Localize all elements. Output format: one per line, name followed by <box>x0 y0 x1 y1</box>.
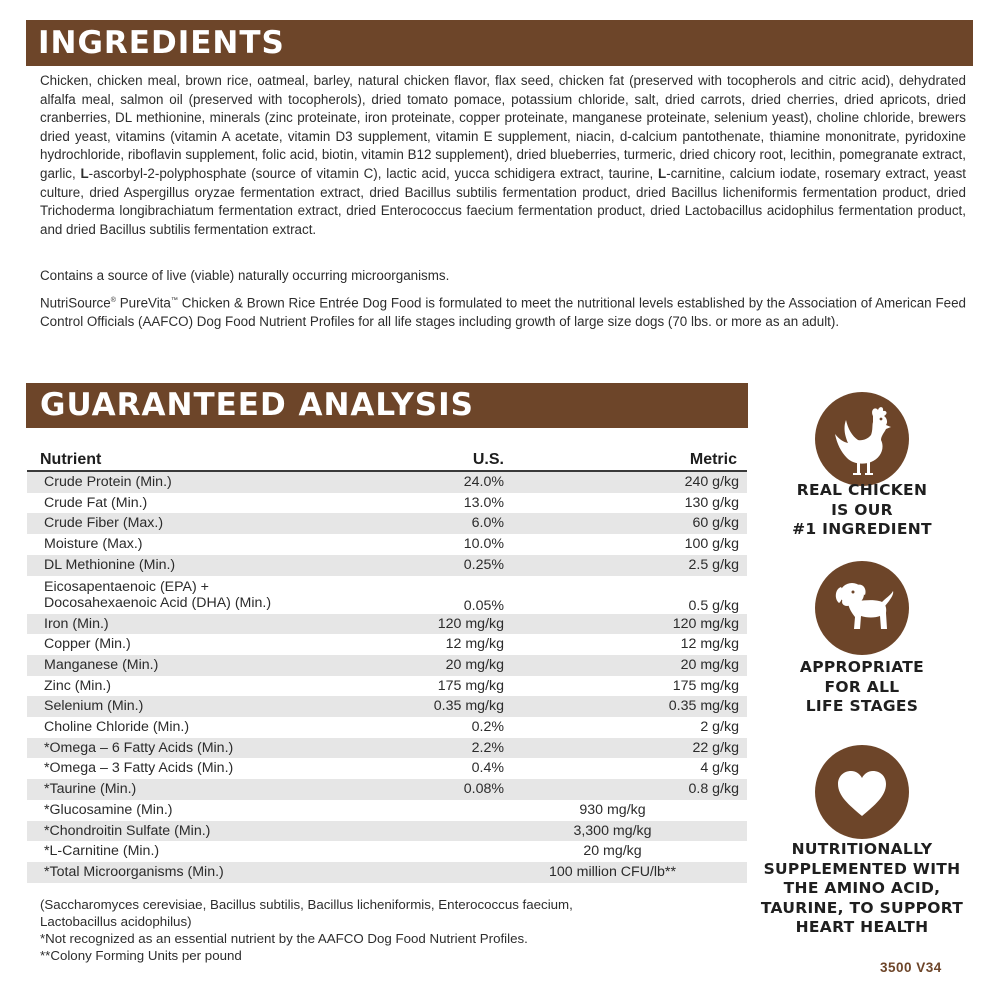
metric-value-cell: 240 g/kg <box>504 471 747 493</box>
badge-line: REAL CHICKEN <box>796 481 928 499</box>
table-row <box>27 493 747 514</box>
nutrient-cell: Manganese (Min.) <box>27 655 406 676</box>
metric-value-cell: 2.5 g/kg <box>504 555 747 576</box>
metric-value-cell: 100 g/kg <box>504 534 747 555</box>
nutrient-cell: Moisture (Max.) <box>27 534 406 555</box>
combined-value-cell: 100 million CFU/lb** <box>406 862 747 883</box>
nutrient-cell: *Omega – 6 Fatty Acids (Min.) <box>27 738 406 759</box>
us-value-cell: 0.2% <box>406 717 504 738</box>
table-row <box>27 779 747 800</box>
metric-value-cell: 12 mg/kg <box>504 634 747 655</box>
us-value-cell: 6.0% <box>406 513 504 534</box>
nutrient-cell: Choline Chloride (Min.) <box>27 717 406 738</box>
table-row <box>27 614 747 635</box>
combined-value-cell: 20 mg/kg <box>406 841 747 862</box>
metric-value-cell: 0.35 mg/kg <box>504 696 747 717</box>
footnote-line: Lactobacillus acidophilus) <box>40 914 192 929</box>
badge-line: FOR ALL <box>824 677 900 696</box>
analysis-footnotes <box>40 896 740 964</box>
metric-value-cell: 130 g/kg <box>504 493 747 514</box>
nutrient-cell: *Total Microorganisms (Min.) <box>27 862 406 883</box>
ingredients-list: Chicken, chicken meal, brown rice, oatmeal, barley, natural chicken flavor, flax seed, chicken fat (preserved with tocopherols and citric acid), dehydrated alfalfa meal, salmon oil (preserved with tocopherols), dried tomato pomace, potassium chloride, salt, dried carrots, dried cherries, dried apricots, dried cranberries, DL methionine, minerals (zinc proteinate, iron proteinate, copper proteinate, manganese proteinate, selenium yeast), choline chloride, brewers dried yeast, vitamins (vitamin A acetate, vitamin D3 supplement, vitamin E supplement, niacin, d-calcium pantothenate, thiamine mononitrate, pyridoxine hydrochloride, riboflavin supplement, folic acid, biotin, vitamin B12 supplement), dried blueberries, turmeric, dried chicory root, lecithin, pomegranate extract, garlic, L-ascorbyl-2-polyphosphate (source of vitamin C), lactic acid, yucca schidigera extract, taurine, L-carnitine, calcium iodate, rosemary extract, yeast culture, dried Aspergillus oryzae fermentation extract, dried Bacillus subtilis fermentation product, dried Bacillus licheniformis fermentation product, dried Trichoderma longibrachiatum fermentation extract, dried Enterococcus faecium fermentation product, dried Lactobacillus acidophilus fermentation product, and dried Bacillus subtilis fermentation extract. <box>40 73 966 237</box>
us-value-cell: 0.25% <box>406 555 504 576</box>
metric-value-cell: 4 g/kg <box>504 758 747 779</box>
footnote-line: (Saccharomyces cerevisiae, Bacillus subtilis, Bacillus licheniformis, Enterococcus faecium, <box>40 897 573 912</box>
badge-real-chicken <box>752 481 972 540</box>
metric-value-cell: 120 mg/kg <box>504 614 747 635</box>
nutrient-cell: Zinc (Min.) <box>27 676 406 697</box>
table-header-row <box>27 450 747 471</box>
combined-value-cell: 3,300 mg/kg <box>406 821 747 842</box>
table-row <box>27 862 747 883</box>
column-header-nutrient: Nutrient <box>27 450 406 471</box>
table-row <box>27 471 747 493</box>
table-row <box>27 676 747 697</box>
us-value-cell: 0.35 mg/kg <box>406 696 504 717</box>
badge-line: HEART HEALTH <box>795 918 929 936</box>
nutrient-cell: Selenium (Min.) <box>27 696 406 717</box>
badge-heart-health <box>752 840 972 938</box>
nutrient-cell: Crude Fat (Min.) <box>27 493 406 514</box>
footnote-line: **Colony Forming Units per pound <box>40 948 242 963</box>
us-value-cell: 2.2% <box>406 738 504 759</box>
badge-line: IS OUR <box>831 500 893 519</box>
table-row <box>27 841 747 862</box>
nutrient-cell: Crude Fiber (Max.) <box>27 513 406 534</box>
column-header-metric: Metric <box>504 450 747 471</box>
puppy-icon <box>815 561 909 655</box>
nutrient-cell: *Glucosamine (Min.) <box>27 800 406 821</box>
table-row <box>27 555 747 576</box>
heart-icon <box>815 745 909 839</box>
us-value-cell: 0.08% <box>406 779 504 800</box>
product-code: 3500 V34 <box>880 960 942 975</box>
metric-value-cell: 20 mg/kg <box>504 655 747 676</box>
aafco-statement: NutriSource® PureVita™ Chicken & Brown Rice Entrée Dog Food is formulated to meet the nutritional levels established by the Association of American Feed Control Officials (AAFCO) Dog Food Nutrient Profiles for all life stages including growth of large size dogs (70 lbs. or more as an adult). <box>40 295 967 330</box>
microorganisms-statement: Contains a source of live (viable) naturally occurring microorganisms. <box>40 268 450 283</box>
badge-line: LIFE STAGES <box>805 697 919 715</box>
us-value-cell: 10.0% <box>406 534 504 555</box>
us-value-cell: 0.05% <box>406 576 504 614</box>
badge-life-stages <box>752 658 972 717</box>
us-value-cell: 120 mg/kg <box>406 614 504 635</box>
table-row <box>27 634 747 655</box>
badge-line: NUTRITIONALLY <box>791 840 933 858</box>
column-header-us: U.S. <box>406 450 504 471</box>
nutrient-cell: *Taurine (Min.) <box>27 779 406 800</box>
table-row <box>27 655 747 676</box>
metric-value-cell: 60 g/kg <box>504 513 747 534</box>
metric-value-cell: 2 g/kg <box>504 717 747 738</box>
combined-value-cell: 930 mg/kg <box>406 800 747 821</box>
table-row <box>27 717 747 738</box>
us-value-cell: 13.0% <box>406 493 504 514</box>
table-row <box>27 800 747 821</box>
footnote-line: *Not recognized as an essential nutrient by the AAFCO Dog Food Nutrient Profiles. <box>40 931 528 946</box>
badge-line: TAURINE, TO SUPPORT <box>760 898 964 917</box>
guaranteed-analysis-table <box>27 450 747 883</box>
guaranteed-analysis-heading: GUARANTEED ANALYSIS <box>26 383 748 428</box>
nutrient-cell: Eicosapentaenoic (EPA) + Docosahexaenoic Acid (DHA) (Min.) <box>27 576 406 614</box>
nutrient-cell: Copper (Min.) <box>27 634 406 655</box>
us-value-cell: 24.0% <box>406 471 504 493</box>
badge-line: THE AMINO ACID, <box>783 879 941 897</box>
table-row <box>27 821 747 842</box>
nutrient-cell: *L-Carnitine (Min.) <box>27 841 406 862</box>
chicken-icon <box>815 392 909 486</box>
nutrient-cell: Iron (Min.) <box>27 614 406 635</box>
metric-value-cell: 0.8 g/kg <box>504 779 747 800</box>
us-value-cell: 20 mg/kg <box>406 655 504 676</box>
table-row <box>27 576 747 614</box>
us-value-cell: 0.4% <box>406 758 504 779</box>
table-row <box>27 534 747 555</box>
table-row <box>27 758 747 779</box>
metric-value-cell: 22 g/kg <box>504 738 747 759</box>
nutrient-cell: DL Methionine (Min.) <box>27 555 406 576</box>
us-value-cell: 175 mg/kg <box>406 676 504 697</box>
nutrient-cell: Crude Protein (Min.) <box>27 471 406 493</box>
metric-value-cell: 0.5 g/kg <box>504 576 747 614</box>
ingredients-heading: INGREDIENTS <box>26 20 973 66</box>
us-value-cell: 12 mg/kg <box>406 634 504 655</box>
table-row <box>27 696 747 717</box>
nutrient-cell: *Chondroitin Sulfate (Min.) <box>27 821 406 842</box>
badge-line: #1 INGREDIENT <box>792 520 932 538</box>
badge-line: SUPPLEMENTED WITH <box>763 859 961 878</box>
metric-value-cell: 175 mg/kg <box>504 676 747 697</box>
badge-line: APPROPRIATE <box>799 658 925 676</box>
nutrient-cell: *Omega – 3 Fatty Acids (Min.) <box>27 758 406 779</box>
table-row <box>27 738 747 759</box>
table-row <box>27 513 747 534</box>
